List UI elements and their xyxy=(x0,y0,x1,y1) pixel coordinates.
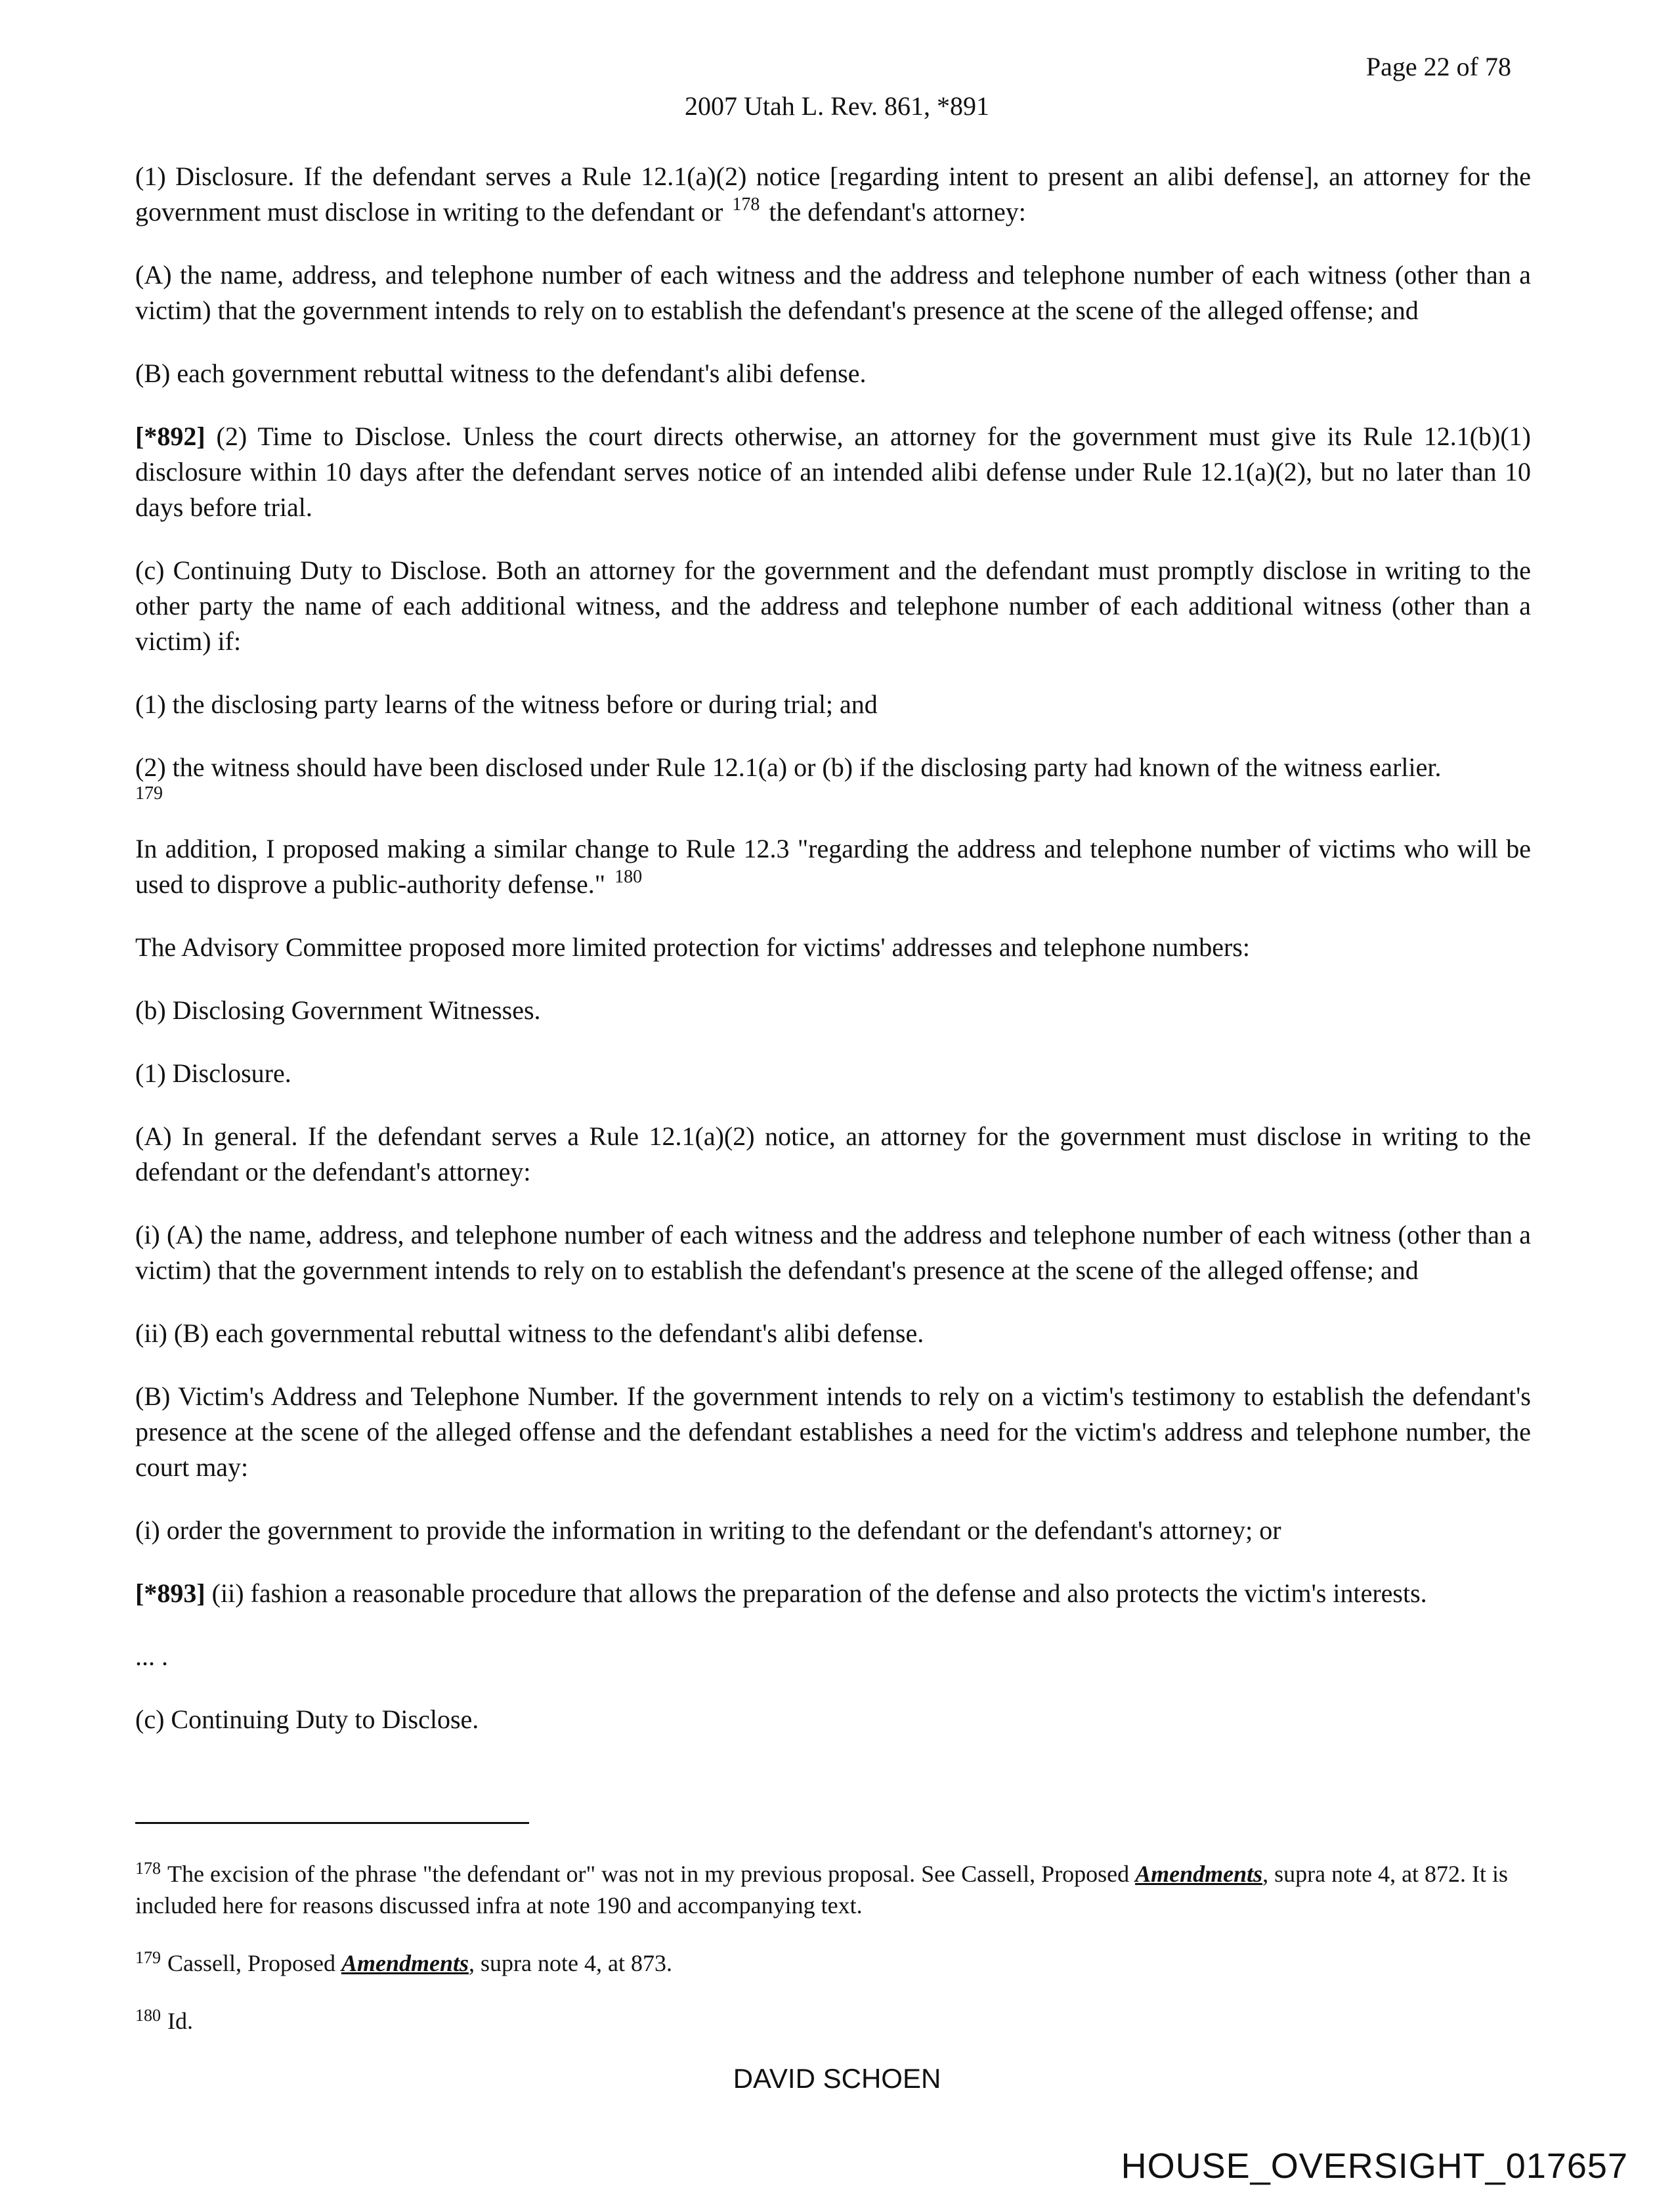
footer-name: DAVID SCHOEN xyxy=(733,2063,941,2094)
footnote-text: Id. xyxy=(167,2008,193,2034)
paragraph-8-text: In addition, I proposed making a similar change to Rule 12.3 "regarding the address and telephone number of victims who will be used to disprove a public-authority defense." xyxy=(135,834,1531,899)
paragraph-1-text-a: (1) Disclosure. If the defendant serves a Rule 12.1(a)(2) notice [regarding intent to present an alibi defense], an attorney for the government must disclose in writing to the defendant or xyxy=(135,162,1531,227)
page-number: Page 22 of 78 xyxy=(1365,52,1511,81)
paragraph-9: The Advisory Committee proposed more limited protection for victims' addresses and telephone numbers: xyxy=(135,932,1250,962)
footnote-text: , supra note 4, at 873. xyxy=(469,1950,672,1976)
footnote-text: The excision of the phrase "the defendant or" was not in my previous proposal. See Cassell, Proposed xyxy=(167,1861,1130,1887)
paragraph-5: (c) Continuing Duty to Disclose. Both an attorney for the government and the defendant must promptly disclose in writing to the other party the name of each additional witness, and the address and telephone number of each additional witness (other than a victim) if: xyxy=(135,555,1531,656)
paragraph-7-text: (2) the witness should have been disclosed under Rule 12.1(a) or (b) if the disclosing party had known of the witness earlier. xyxy=(135,752,1442,782)
footnote-text: Cassell, Proposed xyxy=(167,1950,335,1976)
paragraph-13: (i) (A) the name, address, and telephone number of each witness and the address and telephone number of each witness (other than a victim) that the government intends to rely on to establish the defendant's presence at the scene of the alleged offense; and xyxy=(135,1220,1531,1285)
paragraph-17-text: (ii) fashion a reasonable procedure that allows the preparation of the defense and also protects the victim's interests. xyxy=(211,1578,1427,1608)
paragraph-3: (B) each government rebuttal witness to the defendant's alibi defense. xyxy=(135,358,867,388)
page-pin-892: [*892] xyxy=(135,422,205,451)
footnote-text: , supra note 4, at 872. It is included here for reasons discussed infra at note 190 and accompanying text. xyxy=(135,1861,1509,1919)
footnotes xyxy=(135,1858,1531,2063)
paragraph-15: (B) Victim's Address and Telephone Number. If the government intends to rely on a victim's testimony to establish the defendant's presence at the scene of the alleged offense and the defendant establishes a need for the victim's address and telephone number, the court may: xyxy=(135,1381,1531,1482)
paragraph-6: (1) the disclosing party learns of the witness before or during trial; and xyxy=(135,689,878,719)
paragraph-19: (c) Continuing Duty to Disclose. xyxy=(135,1704,479,1734)
paragraph-17 xyxy=(135,1576,1531,1611)
paragraph-14: (ii) (B) each governmental rebuttal witness to the defendant's alibi defense. xyxy=(135,1318,924,1348)
page-pin-893: [*893] xyxy=(135,1578,205,1608)
amendments-link[interactable]: Amendments xyxy=(341,1950,469,1976)
amendments-link[interactable]: Amendments xyxy=(1135,1861,1263,1887)
footnote-number: 178 xyxy=(135,1859,161,1878)
document-body xyxy=(135,159,1531,1765)
paragraph-16: (i) order the government to provide the information in writing to the defendant or the defendant's attorney; or xyxy=(135,1515,1281,1545)
footnote-ref-178[interactable]: 178 xyxy=(732,194,760,215)
paragraph-12: (A) In general. If the defendant serves a Rule 12.1(a)(2) notice, an attorney for the government must disclose in writing to the defendant or the defendant's attorney: xyxy=(135,1121,1531,1186)
paragraph-1 xyxy=(135,159,1531,230)
footnote-number: 180 xyxy=(135,2006,161,2025)
footnote-180 xyxy=(135,2005,1531,2037)
paragraph-18-ellipsis: ... . xyxy=(135,1641,168,1671)
paragraph-8 xyxy=(135,831,1531,902)
paragraph-11: (1) Disclosure. xyxy=(135,1058,291,1088)
bates-number: HOUSE_OVERSIGHT_017657 xyxy=(1121,2146,1628,2186)
footnote-ref-179[interactable]: 179 xyxy=(135,783,163,804)
footnote-divider xyxy=(135,1822,529,1824)
paragraph-4-text: (2) Time to Disclose. Unless the court directs otherwise, an attorney for the government must give its Rule 12.1(b)(1) disclosure within 10 days after the defendant serves notice of an intended alibi defense under Rule 12.1(a)(2), but no later than 10 days before trial. xyxy=(135,422,1532,522)
running-head-citation: 2007 Utah L. Rev. 861, *891 xyxy=(684,91,990,121)
paragraph-2: (A) the name, address, and telephone number of each witness and the address and telephone number of each witness (other than a victim) that the government intends to rely on to establish the defendant's presence at the scene of the alleged offense; and xyxy=(135,260,1531,325)
footnote-ref-180[interactable]: 180 xyxy=(614,867,643,887)
paragraph-7 xyxy=(135,750,1531,804)
paragraph-4 xyxy=(135,419,1531,525)
footnote-179 xyxy=(135,1947,1531,1979)
paragraph-1-text-b: the defendant's attorney: xyxy=(769,197,1026,227)
footnote-178 xyxy=(135,1858,1531,1921)
footnote-number: 179 xyxy=(135,1948,161,1967)
paragraph-10: (b) Disclosing Government Witnesses. xyxy=(135,995,541,1025)
